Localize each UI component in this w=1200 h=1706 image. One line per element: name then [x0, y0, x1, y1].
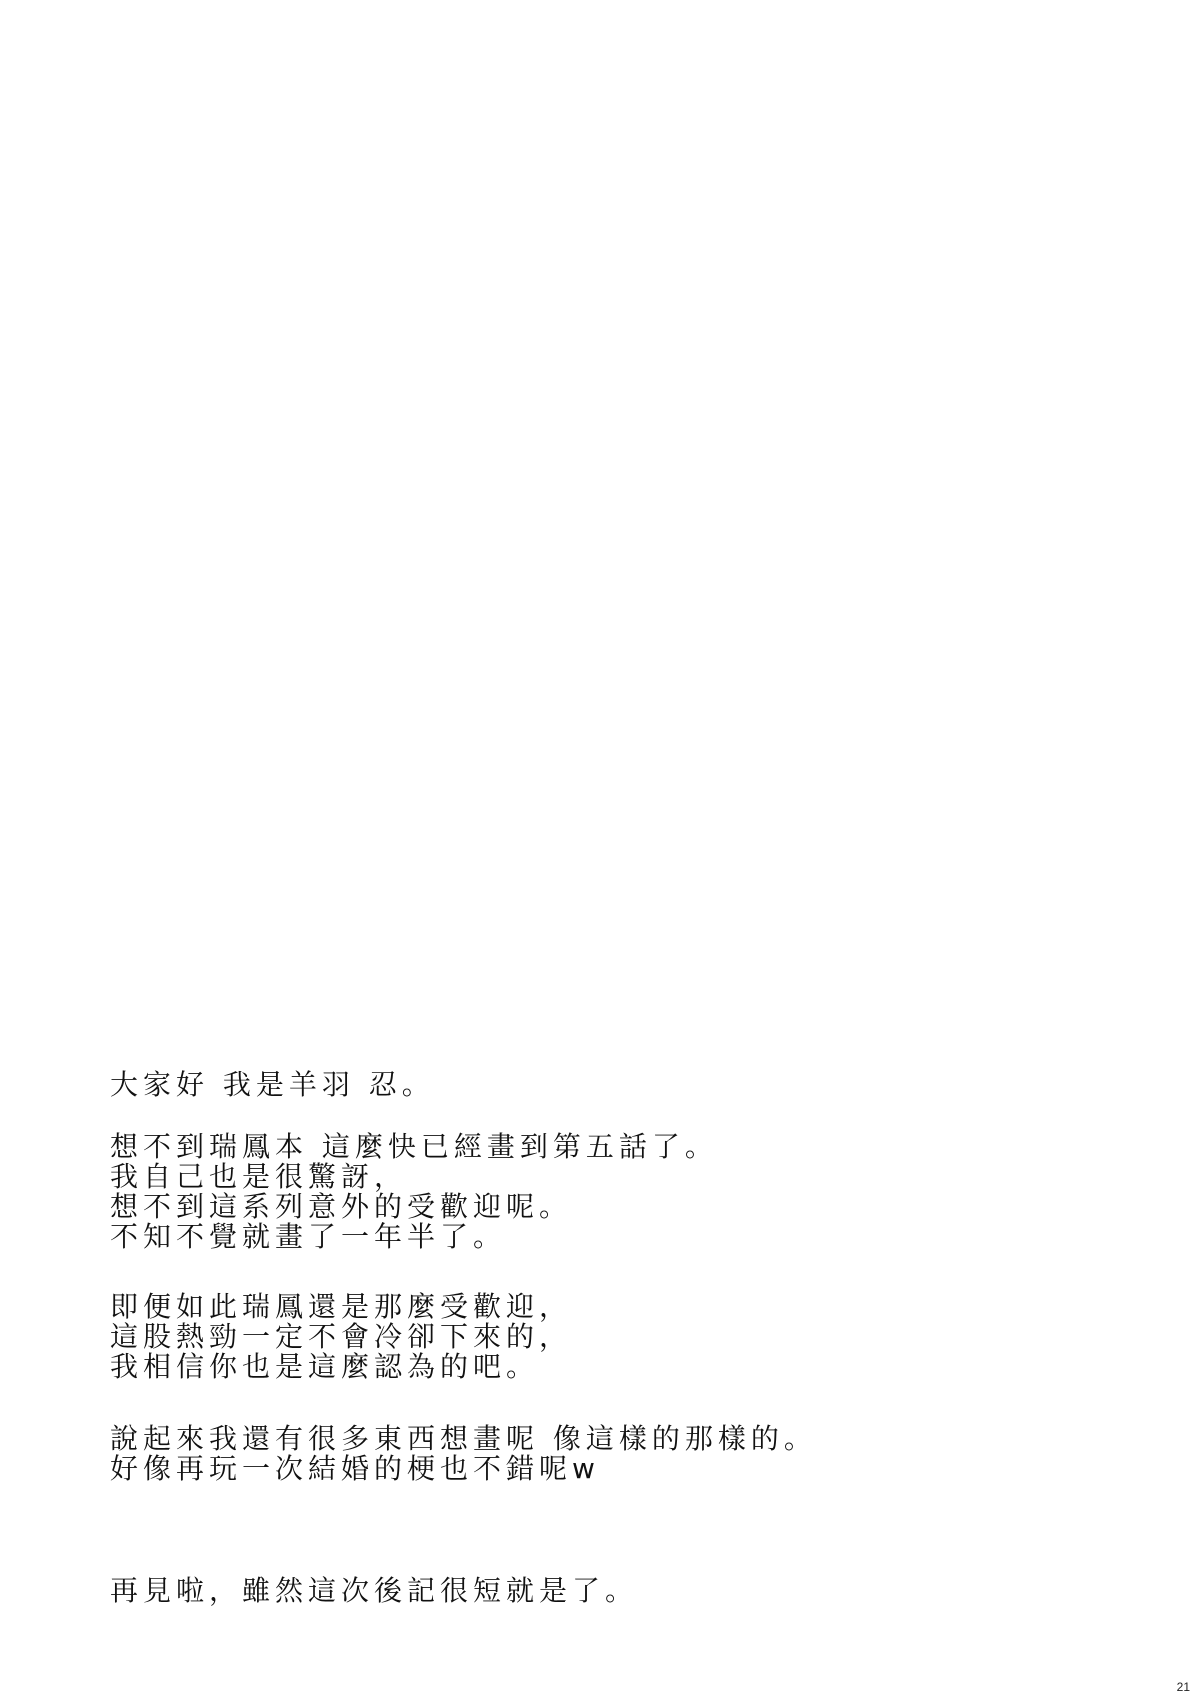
- paragraph-3: [110, 1424, 1010, 1484]
- paragraph-line: 這股熱勁一定不會冷卻下來的，: [110, 1320, 573, 1353]
- paragraph-line: 我自己也是很驚訝，: [110, 1160, 408, 1193]
- paragraph-2: [110, 1292, 1010, 1382]
- greeting-line: 大家好 我是羊羽 忍。: [110, 1068, 435, 1101]
- paragraph-1: [110, 1132, 1010, 1252]
- afterword-text: [110, 1070, 1010, 1606]
- paragraph-line: 我相信你也是這麼認為的吧。: [110, 1350, 540, 1383]
- closing-line: 再見啦，雖然這次後記很短就是了。: [110, 1574, 639, 1607]
- paragraph-line: 想不到這系列意外的受歡迎呢。: [110, 1190, 573, 1223]
- paragraph-line: 不知不覺就畫了一年半了。: [110, 1220, 507, 1253]
- page-number: 21: [1176, 1680, 1190, 1694]
- paragraph-line: 說起來我還有很多東西想畫呢 像這樣的那樣的。: [110, 1422, 817, 1455]
- paragraph-line: 好像再玩一次結婚的梗也不錯呢w: [110, 1452, 600, 1485]
- paragraph-line: 即便如此瑞鳳還是那麼受歡迎，: [110, 1290, 573, 1323]
- paragraph-line: 想不到瑞鳳本 這麼快已經畫到第五話了。: [110, 1130, 718, 1163]
